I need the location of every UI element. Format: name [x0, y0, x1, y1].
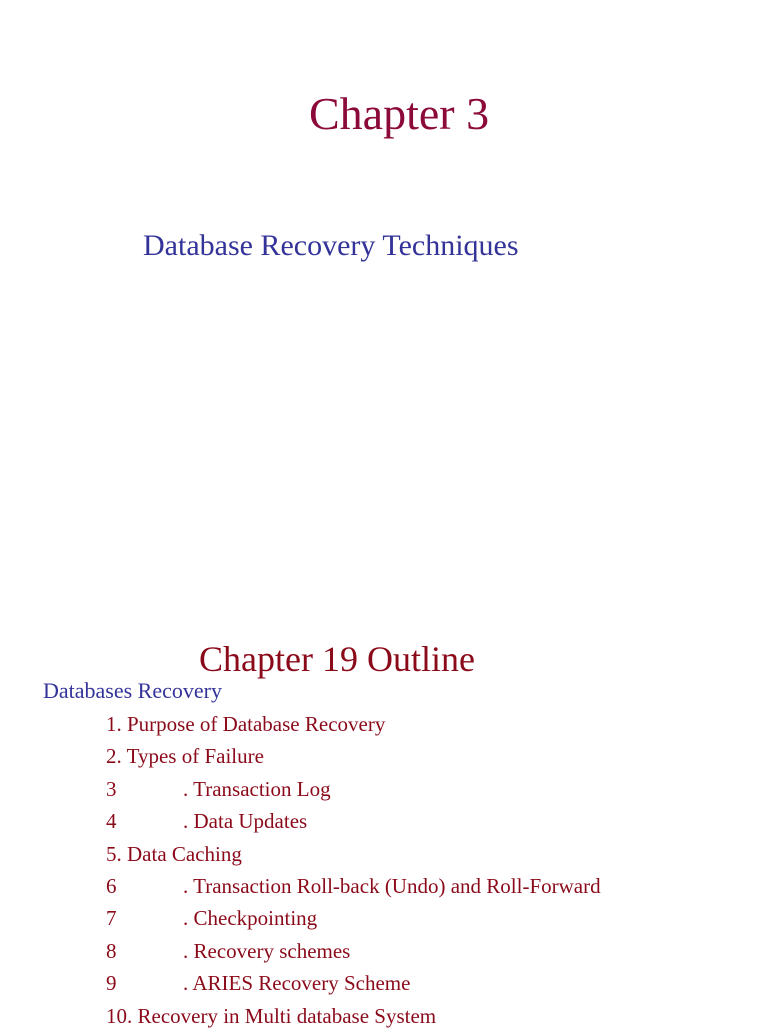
outline-item	[0, 777, 768, 809]
outline-item	[0, 712, 768, 744]
outline-item-text: . Data Updates	[183, 809, 308, 834]
outline-item-text: 2. Types of Failure	[106, 744, 264, 769]
outline-item	[0, 874, 768, 906]
outline-item-number: 8	[106, 938, 117, 963]
outline-item-text: . ARIES Recovery Scheme	[183, 971, 411, 996]
outline-item-text: 5. Data Caching	[106, 841, 242, 866]
outline-item-text: . Transaction Log	[183, 776, 331, 801]
outline-item-number: 9	[106, 971, 117, 996]
outline-item-text: 10. Recovery in Multi database System	[106, 1003, 437, 1028]
outline-item-number: 6	[106, 873, 117, 898]
outline-item	[0, 1004, 768, 1036]
outline-list	[0, 712, 768, 1036]
chapter-subtitle: Database Recovery Techniques	[143, 229, 519, 262]
outline-item-number: 3	[106, 776, 117, 801]
outline-item	[0, 906, 768, 938]
outline-heading: Databases Recovery	[43, 678, 222, 703]
outline-item-text: . Recovery schemes	[183, 938, 351, 963]
outline-item-text: . Transaction Roll-back (Undo) and Roll-Forward	[183, 873, 601, 898]
outline-item-number: 7	[106, 906, 117, 931]
outline-item	[0, 809, 768, 841]
outline-item-text: . Checkpointing	[183, 906, 318, 931]
outline-item	[0, 939, 768, 971]
outline-item	[0, 842, 768, 874]
outline-item	[0, 744, 768, 776]
chapter-title: Chapter 3	[309, 88, 490, 139]
outline-item-number: 4	[106, 809, 117, 834]
outline-item-text: 1. Purpose of Database Recovery	[106, 712, 386, 736]
outline-item	[0, 971, 768, 1003]
outline-title: Chapter 19 Outline	[199, 639, 475, 679]
